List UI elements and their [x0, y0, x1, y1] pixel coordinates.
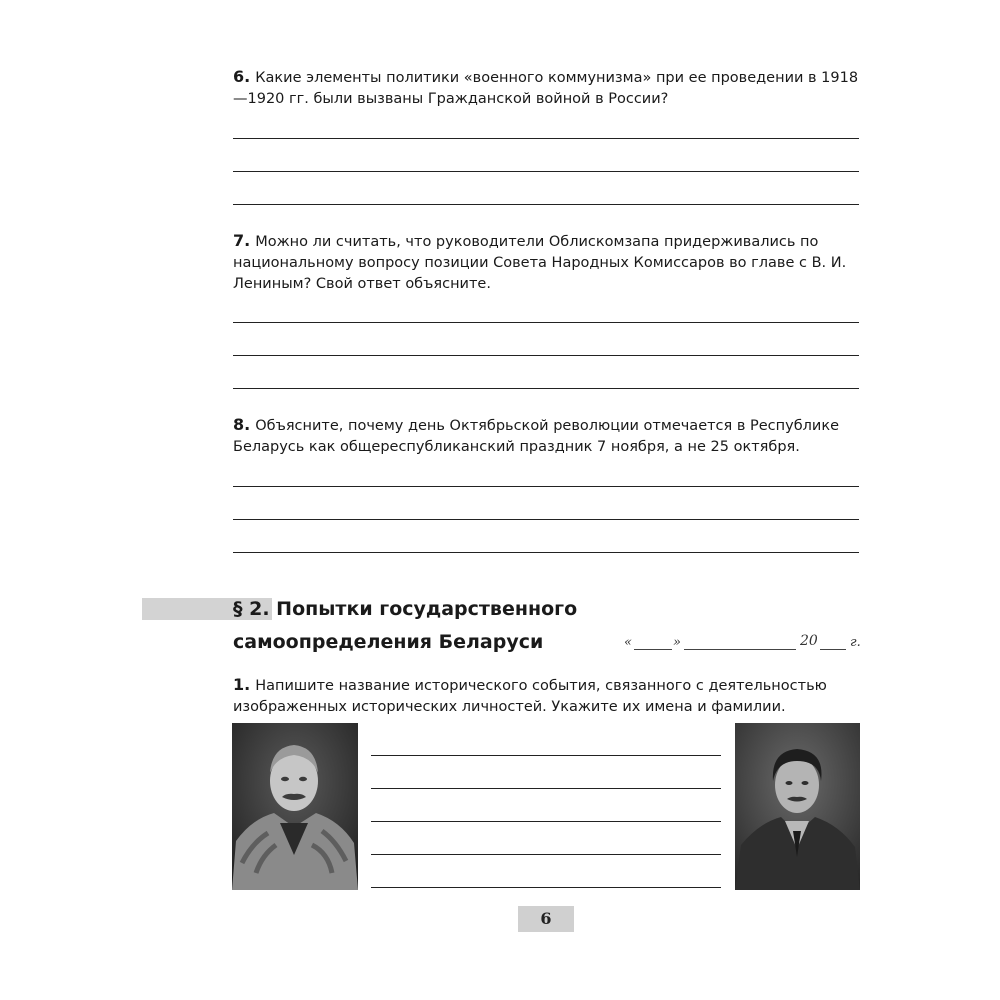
answer-line[interactable] — [371, 788, 721, 789]
portrait-left — [232, 723, 358, 890]
date-day-blank[interactable] — [634, 635, 672, 650]
section-title-line2: самоопределения Беларуси — [233, 631, 544, 653]
answer-line[interactable] — [233, 204, 859, 205]
answer-line[interactable] — [371, 854, 721, 855]
date-year-suffix: г. — [850, 635, 861, 650]
answer-line[interactable] — [371, 887, 721, 888]
date-month-blank[interactable] — [684, 635, 796, 650]
answer-line[interactable] — [233, 388, 859, 389]
answer-line[interactable] — [233, 519, 859, 520]
answer-line[interactable] — [233, 171, 859, 172]
question-number: 7. — [233, 231, 251, 250]
answer-line[interactable] — [371, 755, 721, 756]
portrait-right — [735, 723, 860, 890]
answer-line[interactable] — [233, 138, 859, 139]
question-6 — [233, 66, 860, 110]
answer-line[interactable] — [371, 821, 721, 822]
date-year-prefix: 20 — [800, 633, 818, 649]
portrait-left-image — [232, 723, 358, 890]
question-text: Какие элементы политики «военного коммунизма» при ее проведении в 1918—1920 гг. были вызваны Гражданской войной в России? — [233, 70, 859, 107]
date-field — [624, 633, 860, 655]
question-text: Можно ли считать, что руководители Облискомзапа придерживались по национальному вопросу позиции Совета Народных Комиссаров во главе с В. И. Лениным? Свой ответ объясните. — [233, 234, 847, 292]
answer-line[interactable] — [233, 552, 859, 553]
date-close-quote: » — [673, 635, 681, 650]
task-1 — [233, 674, 860, 718]
answer-line[interactable] — [233, 355, 859, 356]
question-text: Объясните, почему день Октябрьской революции отмечается в Республике Беларусь как общереспубликанский праздник 7 ноября, а не 25 октября. — [233, 418, 840, 455]
page-number: 6 — [540, 909, 552, 928]
portrait-right-image — [735, 723, 860, 890]
question-number: 8. — [233, 415, 251, 434]
answer-line[interactable] — [233, 486, 859, 487]
task-text: Напишите название исторического события, связанного с деятельностью изображенных исторических личностей. Укажите их имена и фамилии. — [233, 678, 827, 715]
date-year-blank[interactable] — [820, 635, 846, 650]
answer-line[interactable] — [233, 322, 859, 323]
date-open-quote: « — [624, 635, 632, 650]
section-title-line1: § 2. Попытки государственного — [233, 598, 578, 620]
question-8 — [233, 414, 860, 458]
question-number: 6. — [233, 67, 251, 86]
question-7 — [233, 230, 860, 295]
task-number: 1. — [233, 675, 251, 694]
